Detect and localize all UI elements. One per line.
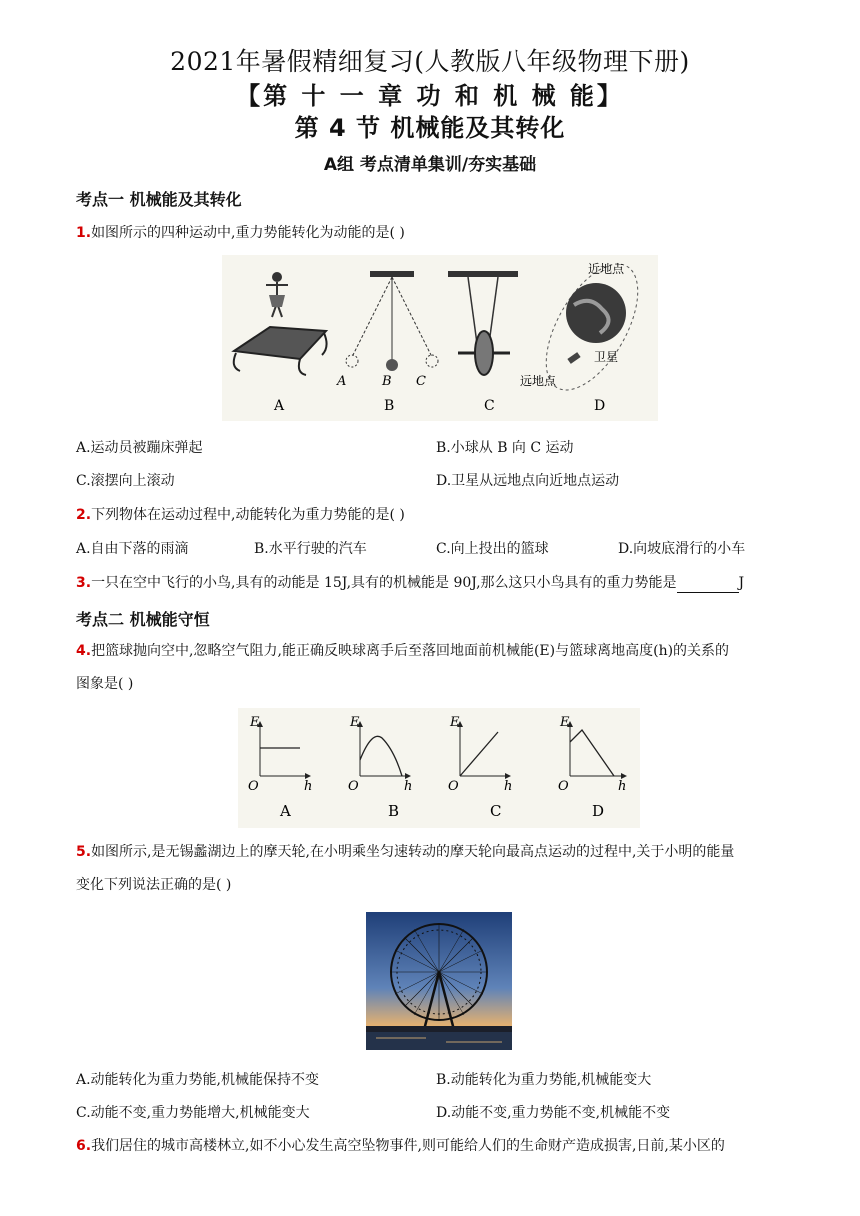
question-3 [76, 573, 796, 593]
q1-option-b: B.小球从 B 向 C 运动 [436, 440, 574, 456]
section-heading-1: 考点一 机械能及其转化 [76, 190, 242, 209]
q1-option-a: A.运动员被蹦床弹起 [76, 440, 203, 456]
question-6 [76, 1136, 796, 1156]
graph-b-label: B [388, 802, 400, 820]
fig-label-b: B [384, 398, 395, 414]
graph-a-label: A [280, 802, 291, 820]
graph-a-x-label: h [304, 779, 313, 794]
question-number: 2. [76, 507, 92, 523]
pendulum-point-c: C [416, 374, 426, 389]
question-4 [76, 641, 796, 661]
question-number: 1. [76, 225, 92, 241]
graph-d-label: D [592, 802, 605, 820]
graph-d-origin: O [558, 779, 569, 794]
graph-c-x-label: h [504, 779, 513, 794]
q5-option-c: C.动能不变,重力势能增大,机械能变大 [76, 1105, 310, 1121]
q1-figure [222, 255, 658, 425]
question-text: 我们居住的城市高楼林立,如不小心发生高空坠物事件,则可能给人们的生命财产造成损害,日前,某小区的 [91, 1138, 725, 1154]
graph-b-x-label: h [404, 779, 413, 794]
q4-graphs [238, 708, 640, 832]
question-text: 下列物体在运动过程中,动能转化为重力势能的是( ) [91, 507, 405, 523]
question-4-line-2: 图象是( ) [76, 676, 134, 692]
q1-option-d: D.卫星从远地点向近地点运动 [436, 473, 620, 489]
q2-option-d: D.向坡底滑行的小车 [618, 541, 746, 557]
graph-a-y-label: E [250, 715, 260, 730]
answer-unit: J [738, 575, 745, 591]
graph-c-label: C [490, 802, 502, 820]
question-text-line-1: 如图所示,是无锡蠡湖边上的摩天轮,在小明乘坐匀速转动的摩天轮向最高点运动的过程中,关于小明的能量 [91, 844, 735, 860]
q2-option-b: B.水平行驶的汽车 [254, 541, 367, 557]
question-text: 如图所示的四种运动中,重力势能转化为动能的是( ) [91, 225, 405, 241]
fig-label-d: D [594, 398, 606, 414]
pendulum-point-a: A [337, 374, 347, 389]
group-title: A组 考点清单集训/夯实基础 [323, 155, 537, 175]
ferris-wheel-photo [366, 912, 512, 1054]
pendulum-point-b: B [382, 374, 392, 389]
answer-blank[interactable] [677, 578, 739, 593]
graph-d-y-label: E [560, 715, 570, 730]
near-point-label: 近地点 [588, 262, 625, 276]
question-2 [76, 505, 796, 525]
q4-graphs-svg [238, 708, 640, 828]
question-number: 3. [76, 575, 92, 591]
graph-d-x-label: h [618, 779, 627, 794]
q2-option-a: A.自由下落的雨滴 [76, 541, 189, 557]
question-text: 一只在空中飞行的小鸟,具有的动能是 15J,具有的机械能是 90J,那么这只小鸟具有的重力势能是 [91, 575, 677, 591]
q1-figure-svg [222, 255, 658, 421]
ferris-wheel-photo-svg [366, 912, 512, 1050]
q5-option-d: D.动能不变,重力势能不变,机械能不变 [436, 1105, 671, 1121]
section-heading-2: 考点二 机械能守恒 [76, 610, 210, 629]
far-point-label: 远地点 [520, 374, 557, 388]
question-number: 4. [76, 643, 92, 659]
q1-option-c: C.滚摆向上滚动 [76, 473, 175, 489]
fig-label-c: C [484, 398, 495, 414]
section-title: 第 4 节 机械能及其转化 [294, 114, 566, 142]
question-number: 5. [76, 844, 92, 860]
satellite-label: 卫星 [594, 350, 619, 364]
q5-option-a: A.动能转化为重力势能,机械能保持不变 [76, 1072, 320, 1088]
q2-option-c: C.向上投出的篮球 [436, 541, 549, 557]
question-text-line-1: 把篮球抛向空中,忽略空气阻力,能正确反映球离手后至落回地面前机械能(E)与篮球离地高度(h)的关系的 [91, 643, 730, 659]
question-5 [76, 842, 796, 862]
question-1 [76, 223, 796, 243]
graph-a-origin: O [248, 779, 259, 794]
q5-option-b: B.动能转化为重力势能,机械能变大 [436, 1072, 652, 1088]
question-number: 6. [76, 1138, 92, 1154]
question-5-line-2: 变化下列说法正确的是( ) [76, 877, 232, 893]
graph-b-y-label: E [350, 715, 360, 730]
page-title: 2021年暑假精细复习(人教版八年级物理下册) [170, 47, 690, 76]
fig-label-a: A [274, 398, 285, 414]
chapter-title: 【第 十 一 章 功 和 机 械 能】 [236, 82, 624, 110]
graph-c-origin: O [448, 779, 459, 794]
graph-b-origin: O [348, 779, 359, 794]
graph-c-y-label: E [450, 715, 460, 730]
